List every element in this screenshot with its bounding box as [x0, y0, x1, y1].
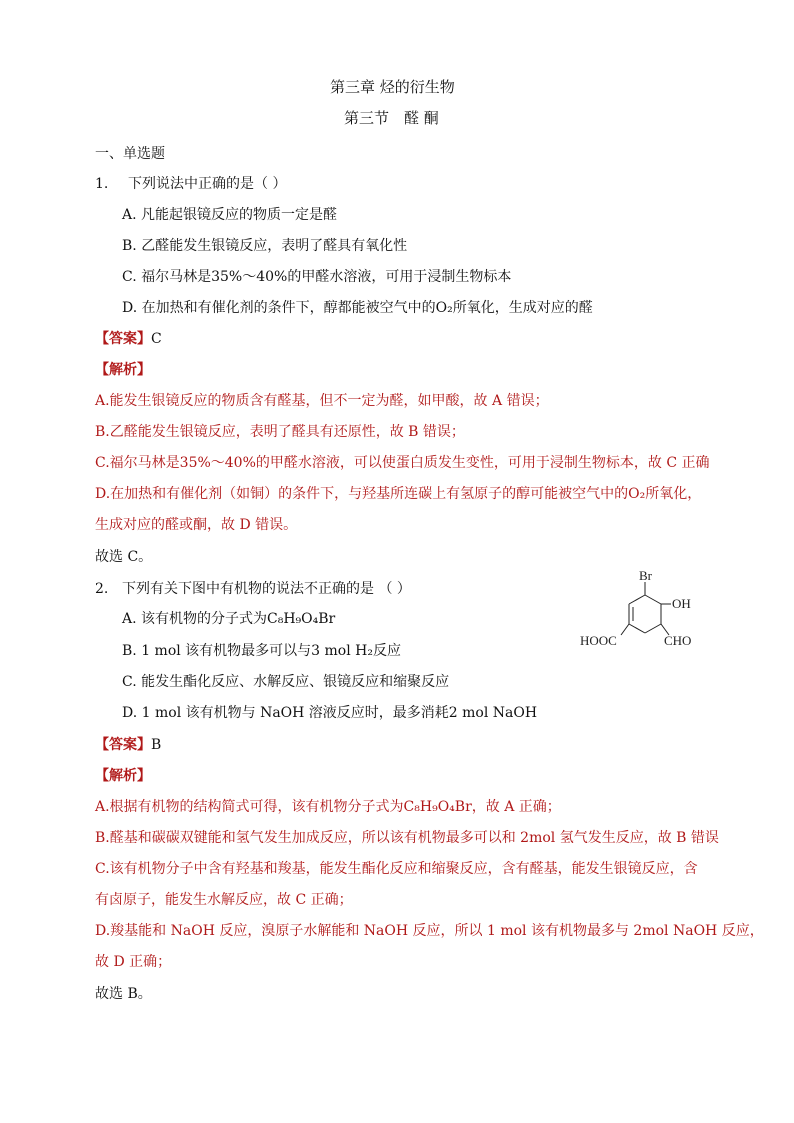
q2-analysis-d-cont: 故 D 正确； — [95, 954, 172, 970]
q2-stem: 下列有关下图中有机物的说法不正确的是 （ ） — [122, 581, 411, 597]
q2-option-c: C. 能发生酯化反应、水解反应、银镜反应和缩聚反应 — [122, 674, 450, 690]
q2-analysis-a: A.根据有机物的结构简式可得，该有机物分子式为C₈H₉O₄Br，故 A 正确； — [95, 799, 561, 815]
q1-conclusion: 故选 C。 — [95, 549, 153, 565]
q1-answer — [95, 330, 162, 348]
part-heading: 一、单选题 — [95, 146, 165, 162]
q1-option-c: C. 福尔马林是35%～40%的甲醛水溶液，可用于浸制生物标本 — [122, 269, 512, 285]
q1-option-d: D. 在加热和有催化剂的条件下，醇都能被空气中的O₂所氧化，生成对应的醛 — [122, 300, 593, 316]
q2-analysis-c: C.该有机物分子中含有羟基和羧基，能发生酯化反应和缩聚反应，含有醛基，能发生银镜反应，含 — [95, 861, 698, 877]
q1-analysis-b: B.乙醛能发生银镜反应，表明了醛具有还原性，故 B 错误； — [95, 424, 465, 440]
structure-label-oh: OH — [672, 596, 691, 611]
q2-conclusion: 故选 B。 — [95, 986, 152, 1002]
q2-analysis-label: 【解析】 — [95, 768, 151, 784]
q2-analysis-b: B.醛基和碳碳双键能和氢气发生加成反应，所以该有机物最多可以和 2mol 氢气发生反应，故 B 错误 — [95, 830, 719, 846]
q1-analysis-a: A.能发生银镜反应的物质含有醛基，但不一定为醛，如甲酸，故 A 错误； — [95, 393, 549, 409]
q1-stem: 下列说法中正确的是（ ） — [128, 176, 287, 192]
q1-analysis-d: D.在加热和有催化剂（如铜）的条件下，与羟基所连碳上有氢原子的醇可能被空气中的O₂所氧化， — [95, 486, 702, 502]
structure-label-br: Br — [639, 568, 652, 583]
q1-number: 1. — [95, 176, 109, 192]
answer-label: 【答案】 — [95, 737, 151, 753]
q2-analysis-c-cont: 有卤原子，能发生水解反应，故 C 正确； — [95, 892, 353, 908]
q2-option-a: A. 该有机物的分子式为C₈H₉O₄Br — [122, 611, 336, 627]
q2-option-d: D. 1 mol 该有机物与 NaOH 溶液反应时，最多消耗2 mol NaOH — [122, 705, 538, 721]
answer-label: 【答案】 — [95, 331, 151, 347]
molecule-structure-diagram — [578, 568, 703, 653]
structure-label-hooc: HOOC — [580, 633, 617, 648]
q2-number: 2. — [95, 581, 109, 597]
structure-label-cho: CHO — [664, 633, 692, 648]
q1-analysis-d-cont: 生成对应的醛或酮，故 D 错误。 — [95, 517, 298, 533]
q1-analysis-label: 【解析】 — [95, 362, 151, 378]
section-title: 第三节 醛 酮 — [344, 109, 439, 127]
q1-analysis-c: C.福尔马林是35%～40%的甲醛水溶液，可以使蛋白质发生变性，可用于浸制生物标本，故 C 正确 — [95, 455, 710, 471]
answer-value: C — [151, 331, 162, 347]
q2-answer — [95, 736, 161, 754]
answer-value: B — [151, 737, 162, 753]
q1-option-a: A. 凡能起银镜反应的物质一定是醛 — [122, 207, 338, 223]
q2-option-b: B. 1 mol 该有机物最多可以与3 mol H₂反应 — [122, 643, 401, 659]
q1-option-b: B. 乙醛能发生银镜反应，表明了醛具有氧化性 — [122, 238, 408, 254]
q2-analysis-d: D.羧基能和 NaOH 反应，溴原子水解能和 NaOH 反应，所以 1 mol 该有机物最多与 2mol NaOH 反应， — [95, 923, 764, 939]
chapter-title: 第三章 烃的衍生物 — [330, 78, 455, 96]
